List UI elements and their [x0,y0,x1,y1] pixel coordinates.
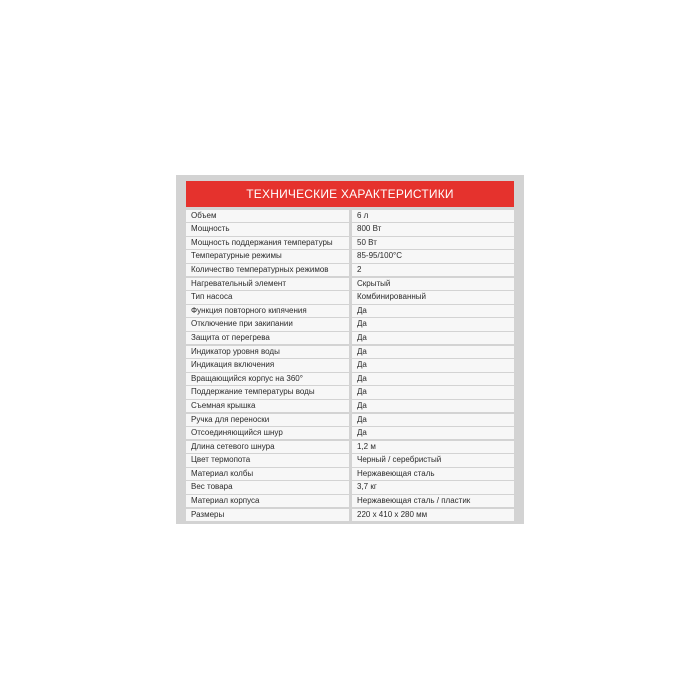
spec-label: Тип насоса [186,291,349,303]
spec-table-title: ТЕХНИЧЕСКИЕ ХАРАКТЕРИСТИКИ [186,181,514,207]
table-row [186,209,514,223]
spec-label: Вращающийся корпус на 360° [186,373,349,385]
spec-value: Да [352,318,514,330]
table-row [186,413,514,427]
spec-value: Да [352,305,514,317]
table-row [186,263,514,277]
spec-value: 1,2 м [352,441,514,453]
spec-value: 85-95/100°C [352,250,514,262]
table-row [186,236,514,250]
spec-value: Да [352,359,514,371]
spec-value: Да [352,332,514,344]
table-row [186,359,514,373]
table-row [186,304,514,318]
spec-value: 50 Вт [352,237,514,249]
spec-label: Материал колбы [186,468,349,480]
spec-value: Да [352,427,514,439]
spec-label: Съемная крышка [186,400,349,412]
spec-label: Объем [186,210,349,222]
table-row [186,223,514,237]
spec-label: Количество температурных режимов [186,264,349,276]
table-row [186,277,514,291]
spec-value: Нержавеющая сталь [352,468,514,480]
spec-label: Ручка для переноски [186,414,349,426]
spec-label: Индикация включения [186,359,349,371]
spec-label: Отсоединяющийся шнур [186,427,349,439]
spec-value: 3,7 кг [352,481,514,493]
spec-label: Размеры [186,509,349,521]
spec-label: Мощность [186,223,349,235]
spec-value: Да [352,400,514,412]
table-row [186,345,514,359]
spec-label: Индикатор уровня воды [186,346,349,358]
spec-label: Защита от перегрева [186,332,349,344]
spec-value: Нержавеющая сталь / пластик [352,495,514,507]
spec-card [176,175,524,524]
spec-label: Длина сетевого шнура [186,441,349,453]
spec-value: Да [352,386,514,398]
table-row [186,372,514,386]
spec-value: Комбинированный [352,291,514,303]
spec-value: 220 х 410 х 280 мм [352,509,514,521]
table-row [186,454,514,468]
table-row [186,481,514,495]
table-row [186,427,514,441]
spec-table [186,209,514,522]
table-row [186,386,514,400]
spec-label: Температурные режимы [186,250,349,262]
table-row [186,508,514,522]
spec-value: 2 [352,264,514,276]
table-row [186,291,514,305]
spec-value: Черный / серебристый [352,454,514,466]
spec-value: Скрытый [352,278,514,290]
spec-label: Функция повторного кипячения [186,305,349,317]
spec-value: Да [352,373,514,385]
spec-label: Мощность поддержания температуры [186,237,349,249]
spec-label: Вес товара [186,481,349,493]
spec-label: Отключение при закипании [186,318,349,330]
table-row [186,331,514,345]
spec-value: 6 л [352,210,514,222]
table-row [186,250,514,264]
spec-value: 800 Вт [352,223,514,235]
table-row [186,399,514,413]
spec-label: Поддержание температуры воды [186,386,349,398]
table-row [186,318,514,332]
spec-label: Материал корпуса [186,495,349,507]
table-row [186,494,514,508]
spec-label: Цвет термопота [186,454,349,466]
spec-value: Да [352,414,514,426]
table-row [186,440,514,454]
spec-value: Да [352,346,514,358]
table-row [186,467,514,481]
spec-label: Нагревательный элемент [186,278,349,290]
